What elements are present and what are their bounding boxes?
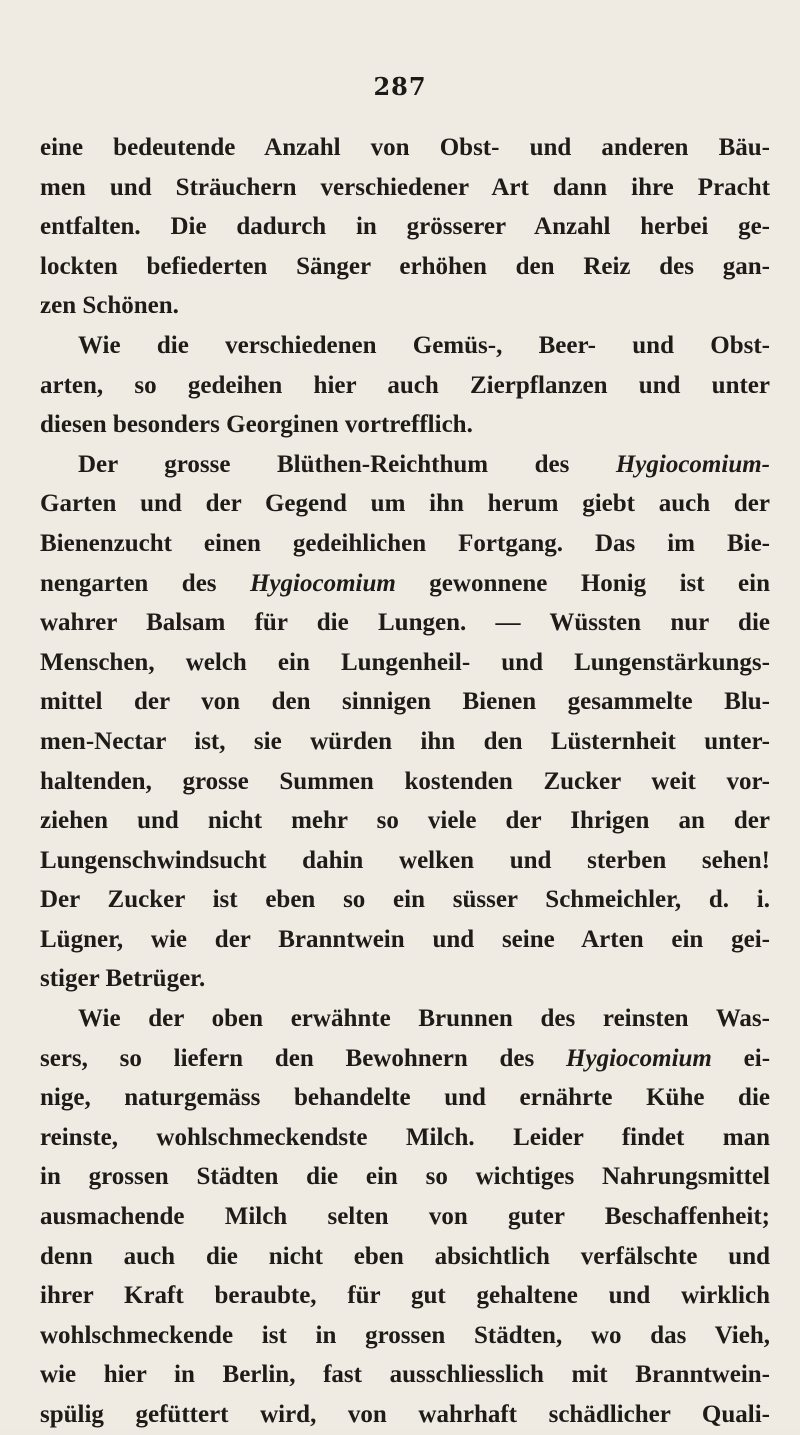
text-line: men-Nectar ist, sie würden ihn den Lüsternheit unter- xyxy=(40,727,770,755)
text-line: Der grosse Blüthen-Reichthum des Hygiocomium- xyxy=(78,450,770,478)
text-line: men und Sträuchern verschiedener Art dann ihre Pracht xyxy=(40,173,770,201)
text-line: eine bedeutende Anzahl von Obst- und anderen Bäu- xyxy=(40,134,770,161)
text-line: sers, so liefern den Bewohnern des Hygiocomium ei- xyxy=(40,1044,770,1072)
text-line: reinste, wohlschmeckendste Milch. Leider findet man xyxy=(40,1123,770,1151)
body-text xyxy=(40,128,770,1435)
text-line: Lungenschwindsucht dahin welken und sterben sehen! xyxy=(40,846,770,874)
text-line: spülig gefüttert wird, von wahrhaft schädlicher Quali- xyxy=(40,1401,770,1428)
text-line: nige, naturgemäss behandelte und ernährte Kühe die xyxy=(40,1084,770,1112)
text-line: denn auch die nicht eben absichtlich verfälschte und xyxy=(40,1242,770,1270)
italic-term: Hygiocomium- xyxy=(615,450,770,478)
text-line: mittel der von den sinnigen Bienen gesammelte Blu- xyxy=(40,688,770,716)
text-line: Bienenzucht einen gedeihlichen Fortgang. Das im Bie- xyxy=(40,529,770,557)
text-line: entfalten. Die dadurch in grösserer Anzahl herbei ge- xyxy=(40,213,770,241)
text-line: wohlschmeckende ist in grossen Städten, wo das Vieh, xyxy=(40,1321,770,1349)
text-line: Lügner, wie der Branntwein und seine Arten ein gei- xyxy=(40,925,770,953)
text-line: Menschen, welch ein Lungenheil- und Lungenstärkungs- xyxy=(40,648,770,676)
page-number: 287 xyxy=(373,72,427,101)
text-line: Garten und der Gegend um ihn herum giebt auch der xyxy=(40,490,770,518)
text-line: nengarten des Hygiocomium gewonnene Honig ist ein xyxy=(40,569,770,597)
text-line: ausmachende Milch selten von guter Beschaffenheit; xyxy=(40,1203,770,1231)
text-line: Wie der oben erwähnte Brunnen des reinsten Was- xyxy=(78,1005,770,1033)
text-line: Wie die verschiedenen Gemüs-, Beer- und Obst- xyxy=(78,331,770,359)
text-line: lockten befiederten Sänger erhöhen den Reiz des gan- xyxy=(40,252,770,280)
italic-term: Hygiocomium xyxy=(250,569,396,597)
text-line: zen Schönen. xyxy=(40,292,179,320)
text-line: Der Zucker ist eben so ein süsser Schmeichler, d. i. xyxy=(40,886,770,914)
text-line: haltenden, grosse Summen kostenden Zucker weit vor- xyxy=(40,767,770,795)
text-line: ihrer Kraft beraubte, für gut gehaltene und wirklich xyxy=(40,1282,770,1310)
italic-term: Hygiocomium xyxy=(566,1044,712,1072)
text-line: diesen besonders Georginen vortrefflich. xyxy=(40,411,473,439)
text-line: ziehen und nicht mehr so viele der Ihrigen an der xyxy=(40,807,770,835)
text-line: wahrer Balsam für die Lungen. — Wüssten nur die xyxy=(40,609,770,637)
text-line: wie hier in Berlin, fast ausschliesslich mit Branntwein- xyxy=(40,1361,770,1389)
text-line: in grossen Städten die ein so wichtiges Nahrungsmittel xyxy=(40,1163,770,1191)
text-line: arten, so gedeihen hier auch Zierpflanzen und unter xyxy=(40,371,770,399)
text-line: stiger Betrüger. xyxy=(40,965,206,993)
